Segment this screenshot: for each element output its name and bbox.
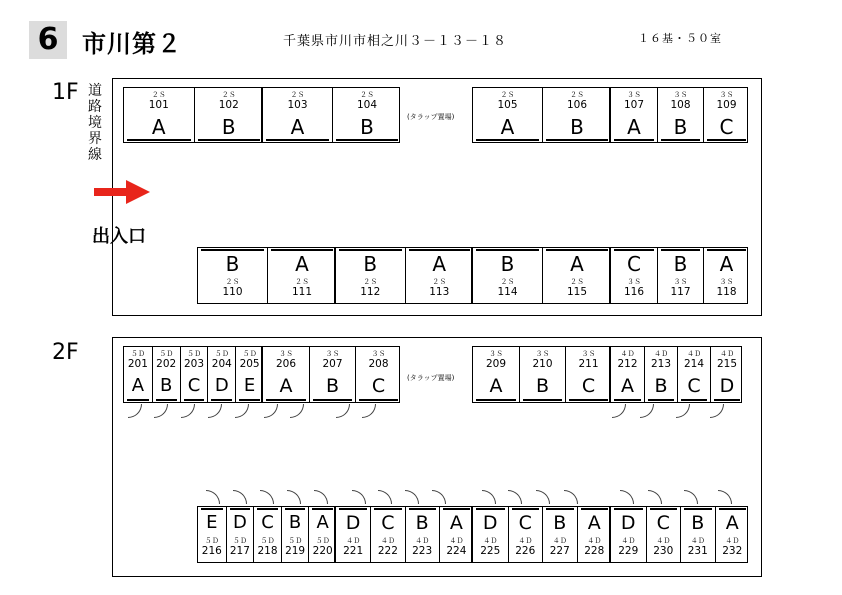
- unit-room-number: 115: [566, 286, 588, 298]
- unit-room-number: 228: [584, 545, 605, 557]
- entrance-label: 出入口: [92, 226, 146, 247]
- storage-unit-207[interactable]: [309, 347, 355, 402]
- floor-1-label: 1F: [52, 80, 79, 105]
- unit-size-label: ３Ｓ: [719, 91, 734, 99]
- unit-size-label: ３Ｓ: [279, 350, 293, 358]
- unit-size-label: ２Ｓ: [570, 278, 584, 286]
- unit-type-letter: B: [225, 252, 240, 276]
- unit-room-number: 114: [497, 286, 518, 298]
- unit-door: [648, 399, 674, 401]
- unit-size-label: ４Ｄ: [656, 537, 671, 545]
- storage-cluster: [610, 87, 748, 143]
- unit-type-letter: A: [290, 115, 305, 139]
- unit-size-label: ２Ｓ: [500, 278, 515, 286]
- unit-room-number: 232: [722, 545, 743, 557]
- unit-size-label: ３Ｓ: [371, 350, 386, 358]
- unit-room-number: 212: [617, 358, 638, 370]
- storage-cluster: [472, 346, 610, 403]
- unit-door: [512, 508, 540, 510]
- unit-size-label: ４Ｄ: [725, 537, 740, 545]
- storage-unit-229[interactable]: [611, 507, 646, 562]
- unit-type-letter: B: [535, 375, 550, 397]
- unit-room-number: 229: [618, 545, 639, 557]
- unit-door: [476, 139, 539, 141]
- storage-unit-216[interactable]: [198, 507, 226, 562]
- storage-unit-230[interactable]: [646, 507, 681, 562]
- storage-unit-112[interactable]: [336, 248, 405, 303]
- unit-type-letter: B: [325, 375, 340, 397]
- unit-door: [614, 399, 641, 401]
- unit-room-number: 112: [360, 286, 381, 298]
- unit-room-number: 205: [239, 358, 260, 370]
- storage-cluster: [610, 247, 748, 304]
- unit-size-label: ５Ｄ: [186, 350, 201, 358]
- storage-unit-203[interactable]: [180, 347, 208, 402]
- unit-type-letter: D: [345, 512, 361, 534]
- unit-size-label: ５Ｄ: [214, 350, 229, 358]
- unit-room-number: 224: [446, 545, 467, 557]
- unit-type-letter: C: [261, 512, 274, 533]
- unit-door: [661, 139, 700, 141]
- unit-type-letter: B: [415, 512, 429, 534]
- unit-door: [211, 399, 232, 401]
- unit-type-letter: A: [449, 512, 463, 534]
- unit-room-number: 117: [670, 286, 691, 298]
- storage-unit-201[interactable]: [124, 347, 152, 402]
- unit-door: [359, 399, 398, 401]
- unit-size-label: ３Ｓ: [489, 350, 503, 358]
- storage-unit-206[interactable]: [263, 347, 309, 402]
- unit-size-label: ４Ｄ: [380, 537, 395, 545]
- storage-unit-110[interactable]: [198, 248, 267, 303]
- unit-room-number: 214: [683, 358, 705, 370]
- storage-unit-103[interactable]: [263, 88, 332, 142]
- storage-cluster: [335, 247, 472, 304]
- storage-cluster: [472, 87, 610, 143]
- unit-door: [614, 508, 643, 510]
- unit-size-label: ２Ｓ: [570, 91, 584, 99]
- unit-type-letter: C: [381, 512, 395, 534]
- storage-unit-208[interactable]: [355, 347, 401, 402]
- unit-type-letter: D: [719, 375, 735, 397]
- unit-door: [374, 508, 401, 510]
- unit-room-number: 101: [148, 99, 169, 111]
- storage-unit-227[interactable]: [542, 507, 577, 562]
- storage-unit-209[interactable]: [473, 347, 519, 402]
- unit-door: [409, 249, 471, 251]
- unit-size-label: ２Ｓ: [432, 278, 447, 286]
- unit-size-label: ３Ｓ: [627, 278, 641, 286]
- unit-size-label: ２Ｓ: [221, 91, 236, 99]
- unit-type-letter: C: [627, 252, 641, 276]
- unit-type-letter: A: [279, 375, 293, 397]
- storage-unit-205[interactable]: [235, 347, 263, 402]
- unit-type-letter: B: [570, 115, 584, 139]
- unit-door: [230, 508, 251, 510]
- storage-cluster: [197, 247, 335, 304]
- unit-type-letter: A: [719, 252, 734, 276]
- storage-unit-222[interactable]: [370, 507, 404, 562]
- unit-size-label: ４Ｄ: [415, 537, 430, 545]
- unit-room-number: 204: [211, 358, 232, 370]
- unit-room-number: 211: [578, 358, 599, 370]
- unit-door: [336, 139, 398, 141]
- unit-room-number: 201: [127, 358, 148, 370]
- unit-size-label: ４Ｄ: [587, 537, 602, 545]
- unit-type-letter: B: [691, 512, 705, 534]
- unit-door: [581, 508, 609, 510]
- unit-room-number: 110: [222, 286, 243, 298]
- storage-cluster: [123, 87, 262, 143]
- entrance-arrow-icon: [94, 180, 150, 204]
- storage-unit-214[interactable]: [677, 347, 710, 402]
- storage-unit-107[interactable]: [611, 88, 657, 142]
- storage-unit-231[interactable]: [680, 507, 715, 562]
- unit-type-letter: D: [232, 512, 247, 533]
- unit-type-letter: C: [187, 375, 201, 396]
- unit-room-number: 219: [285, 545, 306, 557]
- storage-unit-104[interactable]: [332, 88, 401, 142]
- unit-type-letter: B: [673, 252, 688, 276]
- unit-door: [239, 399, 260, 401]
- unit-room-number: 111: [291, 286, 313, 298]
- unit-door: [271, 249, 333, 251]
- unit-type-letter: A: [489, 375, 503, 397]
- unit-type-letter: A: [432, 252, 447, 276]
- storage-unit-226[interactable]: [508, 507, 543, 562]
- unit-door: [661, 249, 700, 251]
- unit-room-number: 105: [497, 99, 518, 111]
- storage-unit-224[interactable]: [439, 507, 473, 562]
- unit-size-label: ２Ｓ: [363, 278, 378, 286]
- unit-type-letter: D: [482, 512, 498, 534]
- unit-room-number: 208: [368, 358, 389, 370]
- unit-door: [339, 249, 402, 251]
- unit-room-number: 223: [412, 545, 433, 557]
- unit-door: [650, 508, 678, 510]
- unit-type-letter: A: [627, 115, 641, 139]
- unit-size-label: ２Ｓ: [500, 91, 515, 99]
- unit-room-number: 202: [156, 358, 177, 370]
- unit-type-letter: B: [360, 115, 374, 139]
- unit-door: [127, 139, 191, 141]
- unit-type-letter: B: [553, 512, 567, 534]
- storage-unit-101[interactable]: [124, 88, 194, 142]
- unit-type-letter: C: [719, 115, 734, 139]
- unit-room-number: 203: [183, 358, 205, 370]
- storage-unit-215[interactable]: [710, 347, 743, 402]
- storage-cluster: [472, 247, 610, 304]
- unit-type-letter: C: [371, 375, 386, 397]
- storage-unit-210[interactable]: [519, 347, 565, 402]
- storage-unit-223[interactable]: [405, 507, 439, 562]
- storage-unit-109[interactable]: [703, 88, 749, 142]
- unit-size-label: ４Ｄ: [552, 537, 567, 545]
- unit-type-letter: B: [654, 375, 668, 397]
- storage-unit-108[interactable]: [657, 88, 703, 142]
- unit-room-number: 227: [549, 545, 570, 557]
- unit-size-label: ３Ｓ: [673, 278, 688, 286]
- unit-room-number: 222: [377, 545, 398, 557]
- storage-cluster: [123, 346, 262, 403]
- unit-room-number: 107: [623, 99, 645, 111]
- unit-door: [409, 508, 436, 510]
- storage-unit-213[interactable]: [644, 347, 677, 402]
- unit-room-number: 210: [532, 358, 553, 370]
- unit-room-number: 102: [218, 99, 239, 111]
- unit-size-label: ５Ｄ: [315, 537, 330, 545]
- unit-door: [339, 508, 367, 510]
- unit-size-label: ２Ｓ: [290, 91, 305, 99]
- unit-door: [546, 249, 608, 251]
- storage-unit-106[interactable]: [542, 88, 611, 142]
- storage-unit-219[interactable]: [281, 507, 309, 562]
- unit-door: [707, 249, 746, 251]
- storage-cluster: [335, 506, 472, 563]
- unit-size-label: ４Ｄ: [690, 537, 705, 545]
- unit-room-number: 213: [650, 358, 672, 370]
- storage-unit-202[interactable]: [152, 347, 180, 402]
- storage-unit-217[interactable]: [226, 507, 254, 562]
- storage-unit-228[interactable]: [577, 507, 612, 562]
- unit-room-number: 230: [653, 545, 674, 557]
- unit-type-letter: A: [151, 115, 166, 139]
- storage-unit-115[interactable]: [542, 248, 611, 303]
- unit-size-label: ４Ｄ: [654, 350, 668, 358]
- unit-type-letter: C: [656, 512, 670, 534]
- unit-size-label: ２Ｓ: [225, 278, 240, 286]
- unit-door: [184, 399, 205, 401]
- unit-type-letter: B: [500, 252, 515, 276]
- storage-unit-116[interactable]: [611, 248, 657, 303]
- storage-cluster: [610, 346, 742, 403]
- unit-door: [266, 399, 306, 401]
- storage-unit-114[interactable]: [473, 248, 542, 303]
- unit-size-label: ５Ｄ: [260, 537, 275, 545]
- unit-room-number: 221: [343, 545, 364, 557]
- unit-room-number: 116: [623, 286, 645, 298]
- unit-size-label: ４Ｄ: [621, 537, 636, 545]
- unit-type-letter: C: [518, 512, 532, 534]
- unit-type-letter: B: [221, 115, 236, 139]
- unit-size-label: ３Ｓ: [535, 350, 550, 358]
- unit-type-letter: B: [160, 375, 173, 396]
- storage-cluster: [610, 506, 748, 563]
- unit-room-number: 207: [322, 358, 343, 370]
- unit-door: [313, 399, 352, 401]
- unit-room-number: 109: [716, 99, 737, 111]
- unit-room-number: 108: [670, 99, 691, 111]
- unit-type-letter: B: [288, 512, 302, 533]
- storage-cluster: [472, 506, 610, 563]
- unit-size-label: ２Ｓ: [360, 91, 374, 99]
- unit-door: [443, 508, 470, 510]
- unit-door: [257, 508, 278, 510]
- unit-room-number: 106: [566, 99, 588, 111]
- storage-unit-232[interactable]: [715, 507, 750, 562]
- unit-door: [614, 249, 654, 251]
- unit-room-number: 231: [687, 545, 708, 557]
- unit-size-label: ５Ｄ: [288, 537, 303, 545]
- unit-door: [156, 399, 177, 401]
- unit-type-letter: A: [725, 512, 739, 534]
- unit-room-number: 217: [229, 545, 250, 557]
- unit-door: [285, 508, 306, 510]
- unit-size-label: ３Ｓ: [325, 350, 340, 358]
- unit-door: [546, 508, 574, 510]
- storage-cluster: [197, 506, 335, 563]
- unit-door: [523, 399, 562, 401]
- unit-door: [266, 139, 329, 141]
- unit-size-label: ５Ｄ: [242, 350, 257, 358]
- unit-type-letter: A: [500, 115, 515, 139]
- site-title: 市川第２: [82, 30, 182, 58]
- unit-door: [569, 399, 608, 401]
- unit-size-label: ４Ｄ: [687, 350, 701, 358]
- storage-unit-111[interactable]: [267, 248, 336, 303]
- unit-size-label: ４Ｄ: [720, 350, 734, 358]
- unit-size-label: ４Ｄ: [449, 537, 464, 545]
- unit-size-label: ４Ｄ: [483, 537, 498, 545]
- unit-size-label: ３Ｓ: [581, 350, 596, 358]
- unit-door: [127, 399, 149, 401]
- storage-unit-211[interactable]: [565, 347, 611, 402]
- unit-size-label: ４Ｄ: [518, 537, 533, 545]
- unit-type-letter: A: [621, 375, 634, 397]
- unit-room-number: 215: [716, 358, 738, 370]
- storage-unit-102[interactable]: [194, 88, 264, 142]
- unit-size-label: ５Ｄ: [130, 350, 145, 358]
- storage-unit-117[interactable]: [657, 248, 703, 303]
- unit-door: [714, 399, 740, 401]
- unit-size-label: ３Ｓ: [673, 91, 688, 99]
- storage-unit-212[interactable]: [611, 347, 644, 402]
- storage-unit-204[interactable]: [207, 347, 235, 402]
- storage-cluster: [262, 346, 400, 403]
- site-address: 千葉県市川市相之川３－１３－１８: [283, 34, 508, 49]
- unit-door: [681, 399, 707, 401]
- unit-type-letter: A: [295, 252, 309, 276]
- unit-door: [476, 508, 505, 510]
- unit-type-letter: C: [581, 375, 596, 397]
- unit-type-letter: E: [243, 375, 256, 396]
- unit-room-number: 209: [485, 358, 507, 370]
- unit-count: １６基・５０室: [638, 32, 722, 45]
- unit-door: [476, 249, 539, 251]
- unit-door: [719, 508, 747, 510]
- unit-type-letter: D: [214, 375, 229, 396]
- unit-size-label: ５Ｄ: [204, 537, 219, 545]
- unit-size-label: ４Ｄ: [620, 350, 635, 358]
- unit-type-letter: A: [570, 252, 584, 276]
- unit-type-letter: D: [620, 512, 636, 534]
- ladder-storage-label: (タラップ置場): [407, 113, 455, 121]
- unit-door: [312, 508, 333, 510]
- unit-type-letter: C: [687, 375, 701, 397]
- unit-type-letter: E: [206, 512, 218, 533]
- storage-cluster: [262, 87, 400, 143]
- storage-unit-220[interactable]: [308, 507, 336, 562]
- unit-type-letter: B: [673, 115, 688, 139]
- unit-room-number: 226: [515, 545, 536, 557]
- site-number-badge: 6: [29, 21, 67, 59]
- unit-size-label: ２Ｓ: [151, 91, 166, 99]
- unit-room-number: 216: [201, 545, 222, 557]
- unit-size-label: ５Ｄ: [232, 537, 247, 545]
- unit-door: [201, 508, 223, 510]
- unit-size-label: ３Ｓ: [627, 91, 641, 99]
- floor-2-label: 2F: [52, 340, 79, 365]
- storage-unit-221[interactable]: [336, 507, 370, 562]
- unit-size-label: ２Ｓ: [295, 278, 309, 286]
- road-boundary-label: 道路境界線: [88, 83, 102, 163]
- unit-room-number: 104: [356, 99, 378, 111]
- unit-door: [707, 139, 746, 141]
- storage-unit-225[interactable]: [473, 507, 508, 562]
- unit-room-number: 218: [257, 545, 278, 557]
- unit-size-label: ５Ｄ: [159, 350, 174, 358]
- unit-size-label: ３Ｓ: [719, 278, 734, 286]
- unit-door: [546, 139, 608, 141]
- unit-room-number: 113: [429, 286, 450, 298]
- ladder-storage-label-2f: (タラップ置場): [407, 374, 455, 382]
- unit-size-label: ４Ｄ: [346, 537, 361, 545]
- unit-room-number: 118: [716, 286, 737, 298]
- unit-room-number: 225: [480, 545, 501, 557]
- unit-room-number: 220: [312, 545, 333, 557]
- unit-door: [476, 399, 516, 401]
- unit-room-number: 103: [287, 99, 308, 111]
- unit-door: [684, 508, 712, 510]
- storage-unit-105[interactable]: [473, 88, 542, 142]
- storage-unit-113[interactable]: [405, 248, 474, 303]
- storage-unit-118[interactable]: [703, 248, 749, 303]
- unit-type-letter: B: [363, 252, 378, 276]
- unit-door: [614, 139, 654, 141]
- unit-type-letter: A: [131, 375, 145, 396]
- unit-room-number: 206: [275, 358, 297, 370]
- unit-door: [198, 139, 261, 141]
- unit-type-letter: A: [316, 512, 329, 533]
- storage-unit-218[interactable]: [253, 507, 281, 562]
- unit-type-letter: A: [587, 512, 601, 534]
- unit-door: [201, 249, 264, 251]
